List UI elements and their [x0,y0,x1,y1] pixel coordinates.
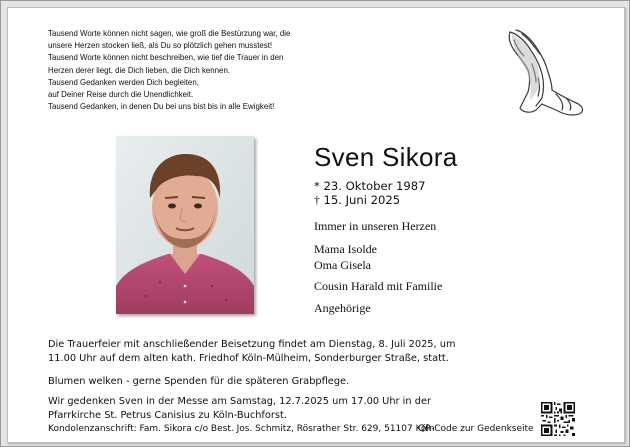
mass-line: Wir gedenken Sven in der Messe am Samstag, 12.7.2025 um 17.00 Uhr in der [48,396,432,407]
poem-line: Tausend Worte können nicht beschreiben, wie tief die Trauer in den [48,53,284,63]
death-date: 15. Juni 2025 [319,192,401,207]
funeral-line: Die Trauerfeier mit anschließender Beisetzung findet am Dienstag, 8. Juli 2025, um [48,339,456,350]
qr-code[interactable] [541,402,575,436]
poem [48,28,348,113]
mourner: Oma Gisela [314,257,371,272]
birth-date: * 23. Oktober 1987 [314,179,426,193]
poem-line: Tausend Gedanken, in denen Du bei uns bist bis in alle Ewigkeit! [48,102,275,112]
portrait-photo [116,136,254,314]
poem-line: auf Deiner Reise durch die Unendlichkeit. [48,90,194,100]
mourners-list [314,242,442,316]
life-dates [314,180,426,208]
deceased-name: Sven Sikora [314,142,458,172]
cross-symbol: † [314,193,320,207]
mourner: Cousin Harald mit Familie [314,279,443,294]
condolence-address: Kondolenzanschrift: Fam. Sikora c/o Best. Jos. Schmitz, Rösrather Str. 629, 51107 Köln [48,424,435,434]
remembrance-line: Immer in unseren Herzen [314,219,437,233]
mourner: Angehörige [314,300,371,315]
mass-line: Pfarrkirche St. Petrus Canisius zu Köln-Buchforst. [48,409,287,421]
funeral-line: 11.00 Uhr auf dem alten kath. Friedhof Köln-Mülheim, Sonderburger Straße, statt. [48,352,449,364]
praying-hands-icon [502,28,586,118]
mourner: Mama Isolde [314,242,377,256]
poem-line: Tausend Worte können nicht sagen, wie groß die Bestürzung war, die [48,29,291,38]
flowers-note [48,375,608,389]
qr-label: QR-Code zur Gedenkseite [418,424,534,434]
poem-line: Herzen derer liegt, die Dich lieben, die Dich kennen. [48,65,231,75]
flowers-line: Blumen welken - gerne Spenden für die späteren Grabpflege. [48,376,350,387]
death-date-line [314,194,426,208]
mass-info [48,395,608,422]
funeral-info [48,338,608,365]
poem-line: Tausend Gedanken werden Dich begleiten, [48,77,199,87]
obituary-card [7,7,625,443]
poem-line: unsere Herzen stocken ließ, als Du so plötzlich gehen musstest! [48,41,273,51]
